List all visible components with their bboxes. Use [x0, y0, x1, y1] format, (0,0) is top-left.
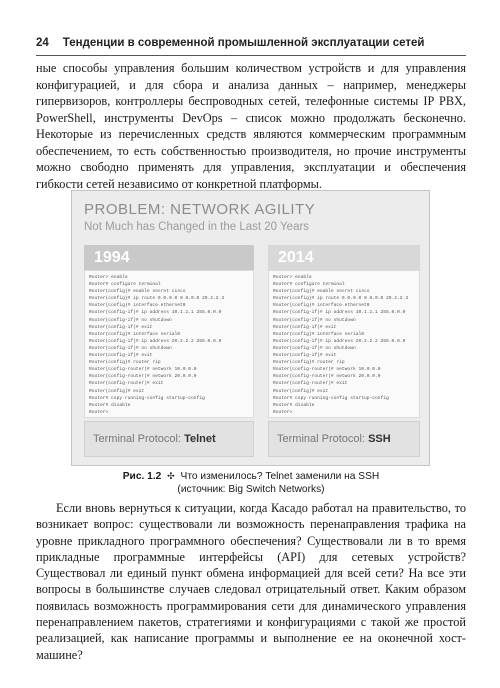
cli-line: Router(config-router)# exit: [89, 381, 164, 387]
cli-line: Router>: [89, 409, 109, 415]
protocol-name: SSH: [368, 433, 391, 445]
cli-line: Router# configure terminal: [89, 282, 161, 288]
cli-line: Router(config-if)# no shutdown: [89, 317, 172, 323]
cli-line: Router(config-router)# network 10.0.0.0: [89, 367, 197, 373]
figure-title: PROBLEM: NETWORK AGILITY: [84, 201, 316, 218]
cli-line: Router(config)# interface ethernet0: [89, 303, 186, 309]
cli-line: Router(config)# interface serial0: [273, 331, 364, 337]
caption-text: Что изменилось? Telnet заменили на SSH: [180, 471, 380, 482]
cli-line: Router# disable: [273, 402, 315, 408]
cli-line: Router(config)# router rip: [89, 360, 161, 366]
protocol-name: Telnet: [184, 433, 216, 445]
page-number: 24: [36, 37, 49, 49]
figure-caption: [36, 470, 466, 496]
figure-subtitle: Not Much has Changed in the Last 20 Years: [84, 221, 310, 233]
running-header: [36, 34, 466, 52]
body-paragraph: Если вновь вернуться к ситуации, когда Касадо работал на правительство, то возникает вопрос: существовали ли возможность перенаправления трафика на уровне прикладного программного обеспечения? Существовали ли в то время прикладные программные интерфейсы (API) для сетевых устройств? Существовал ли единый пункт обмена информацией для всей сети? На все эти вопросы в большинстве случаев следовал отрицательный ответ. Каким образом появилась возможность программирования сети для динамического управления перенаправлением пакетов, стратегиями и конфигурациями с такой же простой реализацией, как написание программы и выполнение ее на оконечной хост-машине?: [36, 501, 466, 662]
terminal-protocol-label: [268, 421, 420, 457]
cli-line: Router(config)# enable secret cisco: [89, 289, 186, 295]
cli-line: Router(config)# router rip: [273, 360, 345, 366]
cli-line: Router> enable: [89, 275, 128, 280]
cli-line: Router(config-if)# no shutdown: [89, 345, 172, 351]
cli-line: Router# copy running-config startup-config: [89, 395, 205, 401]
cli-line: Router(config-router)# network 10.0.0.0: [273, 367, 381, 373]
cli-listing: [84, 270, 254, 418]
header-divider: [36, 55, 466, 56]
cli-line: Router(config-if)# ip address 20.2.2.2 255.0.0.0: [273, 338, 406, 344]
cli-line: Router(config)# exit: [273, 388, 329, 394]
cli-line: Router> enable: [273, 275, 312, 280]
cli-line: Router(config-if)# ip address 20.2.2.2 255.0.0.0: [89, 338, 222, 344]
cli-line: Router(config-if)# exit: [273, 324, 337, 330]
panel-year: 1994: [84, 245, 254, 270]
cli-line: Router(config)# ip route 0.0.0.0 0.0.0.0 20.2.2.3: [89, 296, 225, 302]
cli-line: Router(config-router)# network 20.0.0.0: [89, 374, 197, 380]
cli-line: Router(config-if)# exit: [273, 353, 337, 359]
cli-line: Router(config-if)# exit: [89, 324, 153, 330]
cli-line: Router(config)# ip route 0.0.0.0 0.0.0.0 20.2.2.3: [273, 296, 409, 302]
cli-line: Router(config-router)# network 20.0.0.0: [273, 374, 381, 380]
cli-line: Router# configure terminal: [273, 282, 345, 288]
cli-line: Router>: [273, 409, 293, 415]
cli-line: Router(config-if)# ip address 10.1.1.1 255.0.0.0: [273, 310, 406, 316]
cli-line: Router# copy running-config startup-config: [273, 395, 389, 401]
protocol-prefix: Terminal Protocol:: [277, 433, 369, 445]
cli-line: Router(config)# enable secret cisco: [273, 289, 370, 295]
cli-line: Router(config)# interface serial0: [89, 331, 180, 337]
caption-line: [36, 470, 466, 483]
panel-year: 2014: [268, 245, 420, 270]
cli-line: Router(config)# exit: [89, 388, 145, 394]
panel-1994: [84, 245, 254, 460]
chapter-title: Тенденции в современной промышленной эксплуатации сетей: [62, 37, 425, 49]
cli-line: Router(config-if)# exit: [89, 353, 153, 359]
intro-paragraph: ные способы управления большим количеством устройств и для управления конфигурацией, и для сбора и анализа данных – например, менеджеры гипервизоров, контроллеры беспроводных сетей, телефонные системы IP PBX, PowerShell, инструменты DevOps – список можно продолжать бесконечно. Некоторые из перечисленных средств являются коммерческим программным обеспечением, то есть собственностью производителя, но прочие инструменты можно свободно применять для управления, эксплуатации и обеспечения гибкости сетей независимо от конкретной платформы.: [36, 61, 466, 191]
cli-line: Router(config-if)# no shutdown: [273, 345, 356, 351]
cli-listing: [268, 270, 420, 418]
cli-line: Router(config)# interface ethernet0: [273, 303, 370, 309]
figure-network-agility: [71, 190, 430, 466]
cli-line: Router(config-if)# no shutdown: [273, 317, 356, 323]
caption-source: (источник: Big Switch Networks): [177, 484, 325, 495]
caption-label: Рис. 1.2: [122, 471, 162, 482]
cli-line: Router(config-router)# exit: [273, 381, 348, 387]
cli-line: Router(config-if)# ip address 10.1.1.1 255.0.0.0: [89, 310, 222, 316]
ornament-icon: ✣: [167, 471, 175, 481]
cli-line: Router# disable: [89, 402, 131, 408]
protocol-prefix: Terminal Protocol:: [93, 433, 185, 445]
panel-2014: [268, 245, 420, 460]
terminal-protocol-label: [84, 421, 254, 457]
